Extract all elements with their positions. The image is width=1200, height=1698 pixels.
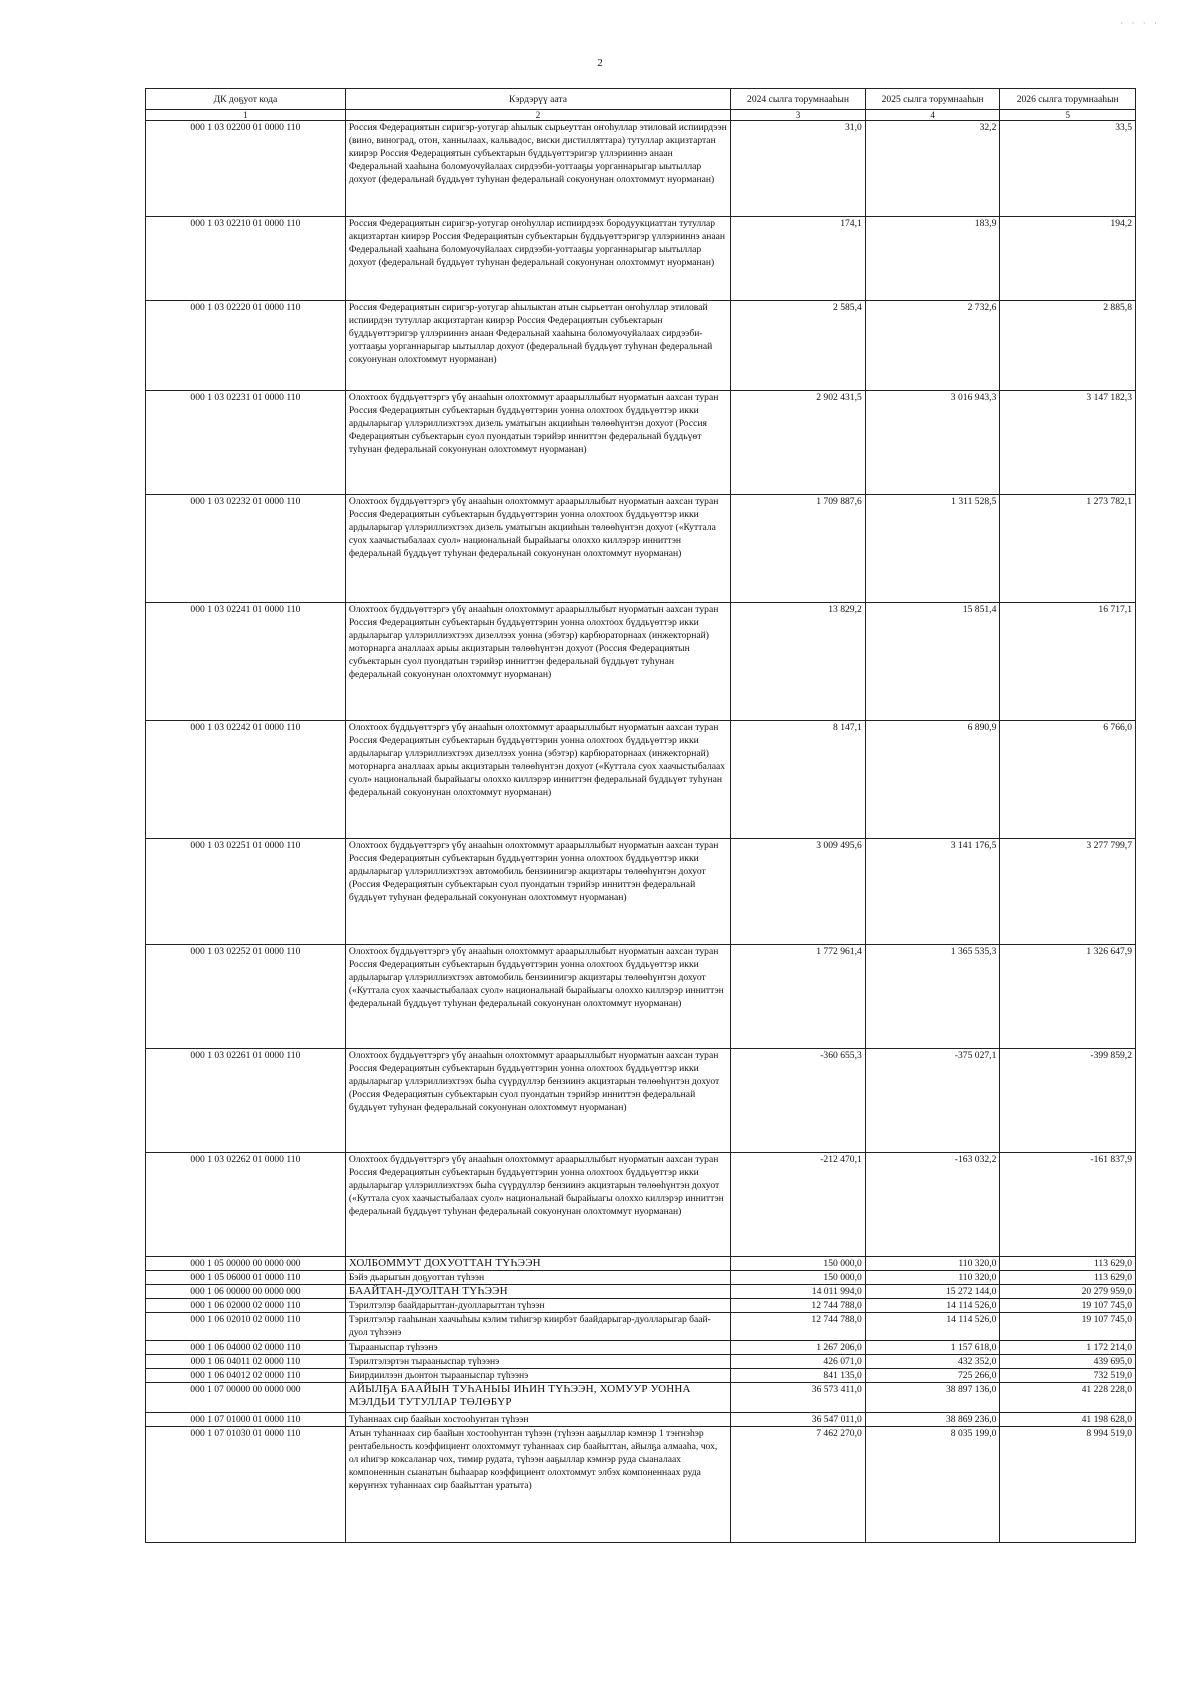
- revenue-code-cell: 000 1 03 02252 01 0000 110: [146, 945, 346, 1049]
- column-number: 5: [1000, 110, 1136, 121]
- revenue-code-cell: 000 1 03 02262 01 0000 110: [146, 1153, 346, 1257]
- revenue-name-cell: Олохтоох бүддьүөттэргэ үбү анааһын олохтоммут араарыллыбыт нуорматын аахсан туран Россия Федерациятын субъектарын бүддьүөттэрин уонна олохтоох бүддьүөттэр икки ардыларыгар үллэриллиэхтээх дизеллээх уонна (эбэтэр) карбюраторнаах (инжекторнай) моторнарга аналлаах арыы акцизтарын төлөөһүнтэн дохуот (Россия Федерациятын субъектарын суол пуондатын тэрийэр инниттэн федеральнай бүддьүөт туһунан федеральнай сокуонунан олохтоммут нуорманан): [345, 603, 730, 721]
- revenue-name-cell: Тэрилтэлэртэн тырааныспар түһээнэ: [345, 1355, 730, 1369]
- revenue-name-cell: АЙЫЛҔА БААЙЫН ТУҺАНЫЫ ИҺИН ТҮҺЭЭН, ХОМУУР УОННА МЭЛДЬИ ТУТУЛЛАР ТӨЛӨБҮР: [345, 1383, 730, 1413]
- revenue-name-cell: Олохтоох бүддьүөттэргэ үбү анааһын олохтоммут араарыллыбыт нуорматын аахсан туран Россия Федерациятын субъектарын бүддьүөттэрин уонна олохтоох бүддьүөттэр икки ардыларыгар үллэриллиэхтээх быһа сүүрдүллэр бензиинэ акцизтарын төлөөһүнтэн дохуот (Россия Федерациятын субъектарын суол пуондатын тэрийэр инниттэн федеральнай бүддьүөт туһунан федеральнай сокуонунан олохтоммут нуорманан): [345, 1049, 730, 1153]
- revenue-code-cell: 000 1 05 06000 01 0000 110: [146, 1271, 346, 1285]
- value-2026-cell: 3 147 182,3: [1000, 391, 1136, 495]
- value-2026-cell: 1 172 214,0: [1000, 1341, 1136, 1355]
- table-row: [146, 1369, 1136, 1383]
- table-row: [146, 217, 1136, 301]
- column-number: 2: [345, 110, 730, 121]
- value-2026-cell: 113 629,0: [1000, 1271, 1136, 1285]
- header-2024: 2024 сылга торумнааһын: [731, 89, 866, 110]
- table-row: [146, 1153, 1136, 1257]
- value-2025-cell: 15 272 144,0: [865, 1285, 1000, 1299]
- scan-corner-mark: · · · ·: [1120, 18, 1160, 28]
- revenue-name-cell: Туһаннаах сир баайын хостооһунтан түһээн: [345, 1413, 730, 1427]
- revenue-name-cell: Атын туһаннаах сир баайын хостооһунтан түһээн (түһээн ааҕыллар кэмнэр 1 тэҥнэһэр рентабельность коэффициент олохтоммут туһаннаах сир баайыттан, айылҕа алмааһа, чох, ол иһигэр коксаланар чох, тимир рудата, түһээн ааҕыллар кэмнэр руда сыаналаах компоненнын сыанатын быһаарар коэффициент олохтоммут элбэх компоненнаах руда көрүҥнэх туһаннаах сир баайыттан уратыта): [345, 1427, 730, 1543]
- value-2025-cell: 8 035 199,0: [865, 1427, 1000, 1543]
- value-2026-cell: 20 279 959,0: [1000, 1285, 1136, 1299]
- revenue-name-cell: Олохтоох бүддьүөттэргэ үбү анааһын олохтоммут араарыллыбыт нуорматын аахсан туран Россия Федерациятын субъектарын бүддьүөттэрин уонна олохтоох бүддьүөттэр икки ардыларыгар үллэриллиэхтээх дизель уматыгын акцииһын төлөөһүнтэн дохуот (Россия Федерациятын субъектарын суол пуондатын тэрийэр инниттэн федеральнай бүддьүөт туһунан федеральнай сокуонунан олохтоммут нуорманан): [345, 391, 730, 495]
- value-2025-cell: 3 141 176,5: [865, 839, 1000, 945]
- value-2025-cell: 1 311 528,5: [865, 495, 1000, 603]
- table-section-row: [146, 1383, 1136, 1413]
- header-2026: 2026 сылга торумнааһын: [1000, 89, 1136, 110]
- value-2024-cell: 12 744 788,0: [731, 1313, 866, 1341]
- value-2024-cell: 150 000,0: [731, 1271, 866, 1285]
- value-2026-cell: 6 766,0: [1000, 721, 1136, 839]
- value-2026-cell: 41 228 228,0: [1000, 1383, 1136, 1413]
- value-2024-cell: 426 071,0: [731, 1355, 866, 1369]
- table-row: [146, 301, 1136, 391]
- header-2025: 2025 сылга торумнааһын: [865, 89, 1000, 110]
- value-2025-cell: 725 266,0: [865, 1369, 1000, 1383]
- revenue-name-cell: Олохтоох бүддьүөттэргэ үбү анааһын олохтоммут араарыллыбыт нуорматын аахсан туран Россия Федерациятын субъектарын бүддьүөттэрин уонна олохтоох бүддьүөттэр икки ардыларыгар үллэриллиэхтээх быһа сүүрдүллэр бензиинэ акцизтарын төлөөһүнтэн дохуот («Куттала суох хаачыстыбалаах суол» национальнай бырайыагы олоххо киллэрэр инниттэн федеральнай бүддьүөт туһунан федеральнай сокуонунан олохтоммут нуорманан): [345, 1153, 730, 1257]
- revenue-code-cell: 000 1 06 04000 02 0000 110: [146, 1341, 346, 1355]
- value-2025-cell: -375 027,1: [865, 1049, 1000, 1153]
- table-row: [146, 391, 1136, 495]
- table-row: [146, 1355, 1136, 1369]
- header-name: Кэрдэрүү аата: [345, 89, 730, 110]
- revenue-code-cell: 000 1 03 02241 01 0000 110: [146, 603, 346, 721]
- revenue-name-cell: Тэрилтэлэр гааһынан хаачыһыы кэлим тиһигэр киирбэт баайдарыгар-дуолларыгар баай-дуол түһээнэ: [345, 1313, 730, 1341]
- value-2025-cell: 6 890,9: [865, 721, 1000, 839]
- revenue-code-cell: 000 1 03 02242 01 0000 110: [146, 721, 346, 839]
- value-2026-cell: 194,2: [1000, 217, 1136, 301]
- revenue-name-cell: Россия Федерациятын сиригэр-уотугар оҥоһуллар испиирдээх бородуукциаттан тутуллар акцизтартан киирэр Россия Федерациятын субъектарын бүддьүөттэригэр үллэрииннэ анаан Федеральнай хааһына боломуочуйалаах сирдээби-уоттааҕы уорганнарыгар ыытыллар дохуот (федеральнай бүддьүөт туһунан федеральнай сокуонунан олохтоммут нуорманан): [345, 217, 730, 301]
- table-header-row: [146, 89, 1136, 110]
- value-2024-cell: 2 585,4: [731, 301, 866, 391]
- value-2024-cell: -212 470,1: [731, 1153, 866, 1257]
- value-2024-cell: 36 547 011,0: [731, 1413, 866, 1427]
- revenue-code-cell: 000 1 03 02232 01 0000 110: [146, 495, 346, 603]
- revenue-name-cell: Олохтоох бүддьүөттэргэ үбү анааһын олохтоммут араарыллыбыт нуорматын аахсан туран Россия Федерациятын субъектарын бүддьүөттэрин уонна олохтоох бүддьүөттэр икки ардыларыгар үллэриллиэхтээх дизель уматыгын акцииһын төлөөһүнтэн дохуот («Куттала суох хаачыстыбалаах суол» национальнай бырайыагы олоххо киллэрэр инниттэн федеральнай бүддьүөт туһунан федеральнай сокуонунан олохтоммут нуорманан): [345, 495, 730, 603]
- revenue-code-cell: 000 1 03 02210 01 0000 110: [146, 217, 346, 301]
- value-2024-cell: 1 772 961,4: [731, 945, 866, 1049]
- revenue-code-cell: 000 1 07 00000 00 0000 000: [146, 1383, 346, 1413]
- value-2026-cell: 439 695,0: [1000, 1355, 1136, 1369]
- value-2024-cell: 841 135,0: [731, 1369, 866, 1383]
- revenue-table: [145, 88, 1136, 1543]
- table-section-row: [146, 1285, 1136, 1299]
- revenue-name-cell: Россия Федерациятын сиригэр-уотугар аһылык сырьеуттан оҥоһуллар этиловай испиирдээн (вино, виноград, отон, ханнылаах, кальвадос, виски дистилляттара) тутуллар акцизтартан киирэр Россия Федерациятын субъектарын бүддьүөттэригэр үллэрииннэ анаан Федеральнай хааһына боломуочуйалаах сирдээби-уоттааҕы уорганнарыгар ыытыллар дохуот (федеральнай бүддьүөт туһунан федеральнай сокуонунан олохтоммут нуорманан): [345, 121, 730, 217]
- revenue-name-cell: ХОЛБОММУТ ДОХУОТТАН ТҮҺЭЭН: [345, 1257, 730, 1271]
- revenue-code-cell: 000 1 07 01000 01 0000 110: [146, 1413, 346, 1427]
- table-row: [146, 1271, 1136, 1285]
- value-2025-cell: 432 352,0: [865, 1355, 1000, 1369]
- revenue-name-cell: Бэйэ дьарыгын доҕуоттан түһээн: [345, 1271, 730, 1285]
- table-row: [146, 1413, 1136, 1427]
- revenue-name-cell: Тэрилтэлэр баайдарыттан-дуолларыттан түһээн: [345, 1299, 730, 1313]
- value-2026-cell: 16 717,1: [1000, 603, 1136, 721]
- revenue-code-cell: 000 1 07 01030 01 0000 110: [146, 1427, 346, 1543]
- revenue-code-cell: 000 1 03 02231 01 0000 110: [146, 391, 346, 495]
- value-2024-cell: 14 011 994,0: [731, 1285, 866, 1299]
- value-2024-cell: 3 009 495,6: [731, 839, 866, 945]
- value-2025-cell: 110 320,0: [865, 1271, 1000, 1285]
- value-2024-cell: 1 267 206,0: [731, 1341, 866, 1355]
- table-row: [146, 945, 1136, 1049]
- header-code: ДК доҕуот кода: [146, 89, 346, 110]
- revenue-code-cell: 000 1 05 00000 00 0000 000: [146, 1257, 346, 1271]
- revenue-name-cell: БААЙТАН-ДУОЛТАН ТҮҺЭЭН: [345, 1285, 730, 1299]
- value-2024-cell: 7 462 270,0: [731, 1427, 866, 1543]
- revenue-code-cell: 000 1 06 04012 02 0000 110: [146, 1369, 346, 1383]
- table-section-row: [146, 1257, 1136, 1271]
- table-row: [146, 495, 1136, 603]
- table-row: [146, 1049, 1136, 1153]
- revenue-name-cell: Тырааныспар түһээнэ: [345, 1341, 730, 1355]
- column-number: 3: [731, 110, 866, 121]
- value-2025-cell: 32,2: [865, 121, 1000, 217]
- revenue-name-cell: Россия Федерациятын сиригэр-уотугар аһылыктан атын сырьеттан оҥоһуллар этиловай испиирдэн тутуллар акцизтартан киирэр Россия Федерациятын субъектарын бүддьүөттэригэр үллэрииннэ анаан Федеральнай хааһына боломуочуйалаах сирдээби-уоттааҕы уорганнарыгар ыытыллар дохуот (федеральнай бүддьүөт туһунан федеральнай сокуонунан олохтоммут нуорманан): [345, 301, 730, 391]
- column-number: 1: [146, 110, 346, 121]
- table-row: [146, 721, 1136, 839]
- revenue-code-cell: 000 1 03 02220 01 0000 110: [146, 301, 346, 391]
- column-number-row: [146, 110, 1136, 121]
- value-2026-cell: 1 326 647,9: [1000, 945, 1136, 1049]
- value-2025-cell: 2 732,6: [865, 301, 1000, 391]
- table-row: [146, 121, 1136, 217]
- table-row: [146, 603, 1136, 721]
- value-2026-cell: 33,5: [1000, 121, 1136, 217]
- value-2025-cell: 3 016 943,3: [865, 391, 1000, 495]
- value-2026-cell: 41 198 628,0: [1000, 1413, 1136, 1427]
- value-2025-cell: 15 851,4: [865, 603, 1000, 721]
- value-2025-cell: -163 032,2: [865, 1153, 1000, 1257]
- value-2026-cell: 113 629,0: [1000, 1257, 1136, 1271]
- value-2024-cell: 1 709 887,6: [731, 495, 866, 603]
- page-number: 2: [597, 57, 603, 69]
- value-2024-cell: 150 000,0: [731, 1257, 866, 1271]
- revenue-code-cell: 000 1 03 02261 01 0000 110: [146, 1049, 346, 1153]
- value-2026-cell: 19 107 745,0: [1000, 1299, 1136, 1313]
- value-2026-cell: -399 859,2: [1000, 1049, 1136, 1153]
- value-2025-cell: 110 320,0: [865, 1257, 1000, 1271]
- value-2026-cell: 1 273 782,1: [1000, 495, 1136, 603]
- value-2024-cell: 36 573 411,0: [731, 1383, 866, 1413]
- value-2025-cell: 1 365 535,3: [865, 945, 1000, 1049]
- value-2024-cell: -360 655,3: [731, 1049, 866, 1153]
- value-2025-cell: 1 157 618,0: [865, 1341, 1000, 1355]
- value-2026-cell: 732 519,0: [1000, 1369, 1136, 1383]
- value-2026-cell: 2 885,8: [1000, 301, 1136, 391]
- value-2025-cell: 38 869 236,0: [865, 1413, 1000, 1427]
- value-2025-cell: 14 114 526,0: [865, 1313, 1000, 1341]
- value-2024-cell: 13 829,2: [731, 603, 866, 721]
- value-2026-cell: 19 107 745,0: [1000, 1313, 1136, 1341]
- revenue-code-cell: 000 1 03 02200 01 0000 110: [146, 121, 346, 217]
- revenue-name-cell: Олохтоох бүддьүөттэргэ үбү анааһын олохтоммут араарыллыбыт нуорматын аахсан туран Россия Федерациятын субъектарын бүддьүөттэрин уонна олохтоох бүддьүөттэр икки ардыларыгар үллэриллиэхтээх дизеллээх уонна (эбэтэр) карбюраторнаах (инжекторнай) моторнарга аналлаах арыы акцизтарын төлөөһүнтэн дохуот («Куттала суох хаачыстыбалаах суол» национальнай бырайыагы олоххо киллэрэр инниттэн федеральнай бүддьүөт туһунан федеральнай сокуонунан олохтоммут нуорманан): [345, 721, 730, 839]
- value-2026-cell: -161 837,9: [1000, 1153, 1136, 1257]
- value-2024-cell: 174,1: [731, 217, 866, 301]
- column-number: 4: [865, 110, 1000, 121]
- table-row: [146, 1299, 1136, 1313]
- revenue-name-cell: Олохтоох бүддьүөттэргэ үбү анааһын олохтоммут араарыллыбыт нуорматын аахсан туран Россия Федерациятын субъектарын бүддьүөттэрин уонна олохтоох бүддьүөттэр икки ардыларыгар үллэриллиэхтээх автомобиль бензиинигэр акцизтары төлөөһүнтэн дохуот («Куттала суох хаачыстыбалаах суол» национальнай бырайыагы олоххо киллэрэр инниттэн федеральнай бүддьүөт туһунан федеральнай сокуонунан олохтоммут нуорманан): [345, 945, 730, 1049]
- revenue-name-cell: Биирдиилээн дьонтон тырааныспар түһээнэ: [345, 1369, 730, 1383]
- revenue-code-cell: 000 1 06 02010 02 0000 110: [146, 1313, 346, 1341]
- value-2025-cell: 14 114 526,0: [865, 1299, 1000, 1313]
- revenue-code-cell: 000 1 06 02000 02 0000 110: [146, 1299, 346, 1313]
- revenue-code-cell: 000 1 06 04011 02 0000 110: [146, 1355, 346, 1369]
- value-2025-cell: 183,9: [865, 217, 1000, 301]
- table-row: [146, 839, 1136, 945]
- value-2024-cell: 12 744 788,0: [731, 1299, 866, 1313]
- revenue-name-cell: Олохтоох бүддьүөттэргэ үбү анааһын олохтоммут араарыллыбыт нуорматын аахсан туран Россия Федерациятын субъектарын бүддьүөттэрин уонна олохтоох бүддьүөттэр икки ардыларыгар үллэриллиэхтээх автомобиль бензиинигэр акцизтары төлөөһүнтэн дохуот (Россия Федерациятын субъектарын суол пуондатын тэрийэр инниттэн федеральнай бүддьүөт туһунан федеральнай сокуонунан олохтоммут нуорманан): [345, 839, 730, 945]
- value-2024-cell: 8 147,1: [731, 721, 866, 839]
- value-2024-cell: 2 902 431,5: [731, 391, 866, 495]
- table-row: [146, 1427, 1136, 1543]
- table-row: [146, 1313, 1136, 1341]
- revenue-code-cell: 000 1 06 00000 00 0000 000: [146, 1285, 346, 1299]
- value-2026-cell: 3 277 799,7: [1000, 839, 1136, 945]
- value-2026-cell: 8 994 519,0: [1000, 1427, 1136, 1543]
- revenue-code-cell: 000 1 03 02251 01 0000 110: [146, 839, 346, 945]
- value-2025-cell: 38 897 136,0: [865, 1383, 1000, 1413]
- table-row: [146, 1341, 1136, 1355]
- value-2024-cell: 31,0: [731, 121, 866, 217]
